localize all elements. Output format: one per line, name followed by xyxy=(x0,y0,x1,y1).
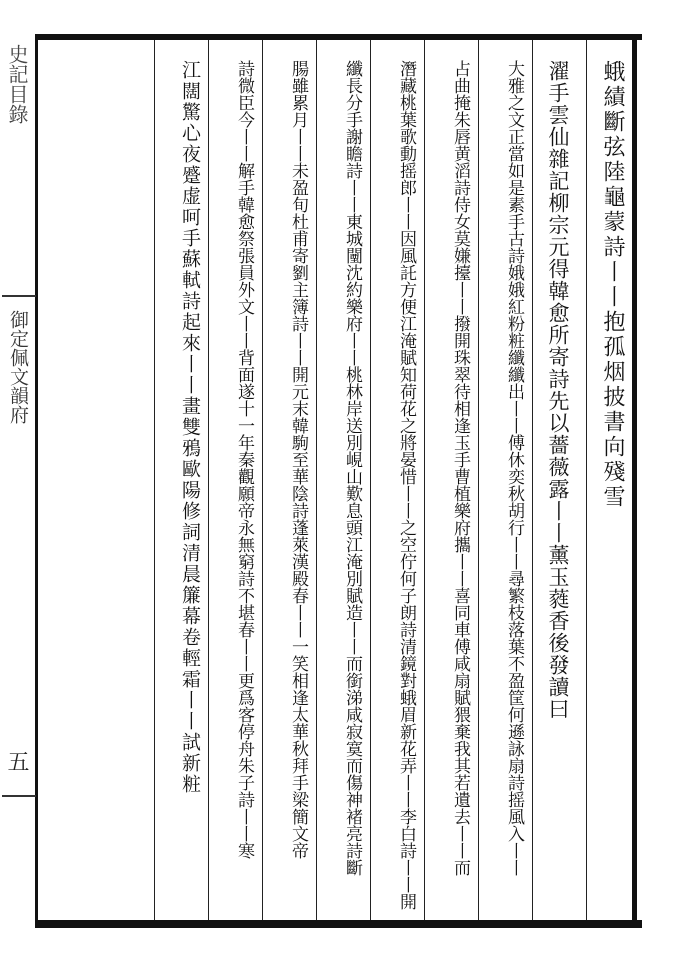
frame-left-border xyxy=(35,34,38,928)
text-column-3: 大雅之文正當如是素手古詩娥娥紅粉粧纖纖出丨丨傅休奕秋胡行丨丨尋繁枝落葉不盈筐何遜詠扇詩摇風入丨丨 xyxy=(504,60,524,876)
column-rule xyxy=(478,40,479,920)
column-rule xyxy=(370,40,371,920)
column-rule xyxy=(586,40,587,920)
column-rule xyxy=(208,40,209,920)
margin-title: 史記目錄 xyxy=(5,44,29,124)
text-column-5: 潛藏桃葉歌動摇郎丨丨因風託方便江淹賦知荷花之將晏惜丨丨之空佇何子朗詩清鏡對蛾眉新花弄丨丨李白詩丨丨開 xyxy=(396,60,416,910)
text-column-8: 詩微臣今丨丨解手韓愈祭張員外文丨丨背面遂十一年秦觀願帝永無窮詩不堪春丨丨更爲客停舟朱子詩丨丨寒 xyxy=(234,60,254,859)
frame-top-border xyxy=(35,34,642,40)
frame-right-border xyxy=(632,34,637,928)
column-rule xyxy=(532,40,533,920)
column-rule xyxy=(424,40,425,920)
column-rule xyxy=(316,40,317,920)
column-rule xyxy=(154,40,155,920)
text-column-7: 腸雖累月丨丨未盈旬杜甫寄劉主簿詩丨丨開元末韓駒至華陰詩蓬萊漢殿春丨丨一笑相逢太華秋拜手梁簡文帝 xyxy=(288,60,308,859)
margin-divider-bottom xyxy=(2,795,36,797)
margin-divider-top xyxy=(2,295,36,297)
text-column-6: 纖長分手謝瞻詩丨丨東城闉沈約樂府丨丨桃林岸送別峴山歎息頭江淹別賦造丨丨而銜涕咸寂寞而傷神褚亮詩斷 xyxy=(342,60,362,876)
text-column-9: 江闊驚心夜蹙虚呵手蘇軾詩起來丨丨畫雙鴉歐陽修詞清晨簾幕卷輕霜丨丨試新粧 xyxy=(179,60,201,795)
text-column-2: 濯手雲仙雜記柳宗元得韓愈所寄詩先以薔薇露丨丨薰玉蕤香後發讀曰 xyxy=(546,60,570,720)
margin-book-title: 御定佩文韻府 xyxy=(7,310,29,424)
frame-bottom-border xyxy=(35,920,642,928)
text-column-1: 蛾績斷弦陸龜蒙詩丨丨抱孤烟披書向殘雪 xyxy=(600,60,625,510)
folio-number: 五 xyxy=(4,750,29,772)
text-column-4: 占曲掩朱唇黄滔詩侍女莫嫌擡丨丨撥開珠翠待相逢玉手曹植樂府攜丨丨喜同車傅咸扇賦猥棄我其若遺去丨丨而 xyxy=(450,60,470,876)
column-rule xyxy=(262,40,263,920)
